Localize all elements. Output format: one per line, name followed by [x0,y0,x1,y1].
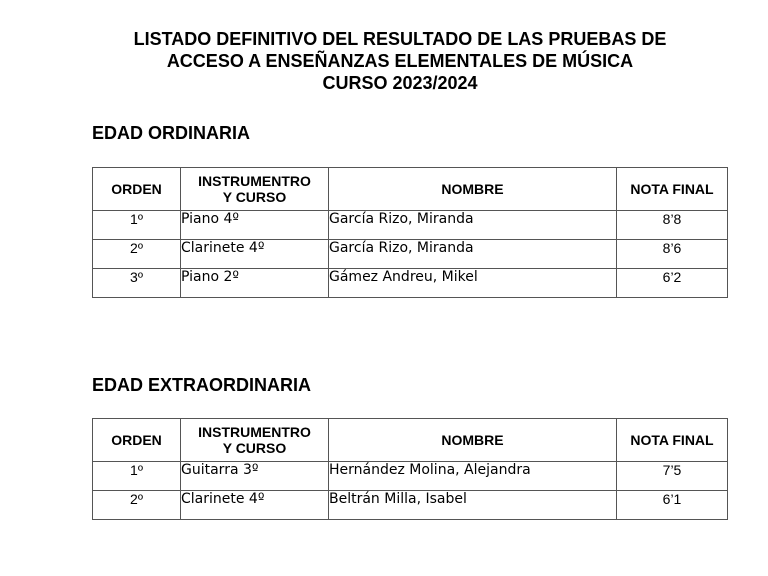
header-instrumento [181,419,329,462]
cell-orden: 1º [93,211,181,240]
header-nota: NOTA FINAL [617,419,728,462]
cell-instrumento: Piano 2º [181,269,329,298]
cell-nombre: García Rizo, Miranda [329,211,617,240]
cell-nombre: García Rizo, Miranda [329,240,617,269]
title-line: LISTADO DEFINITIVO DEL RESULTADO DE LAS PRUEBAS DE [133,29,667,49]
title-line: ACCESO A ENSEÑANZAS ELEMENTALES DE MÚSICA [166,51,634,71]
header-nota: NOTA FINAL [617,168,728,211]
cell-nota: 8’8 [617,211,728,240]
cell-nota: 7’5 [617,462,728,491]
cell-orden: 2º [93,491,181,520]
results-table-ordinaria [92,167,728,298]
table-row [93,211,728,240]
header-orden: ORDEN [93,168,181,211]
cell-instrumento: Guitarra 3º [181,462,329,491]
cell-orden: 1º [93,462,181,491]
header-instrumento-line1: INSTRUMENTRO [198,173,311,189]
table-row [93,269,728,298]
table-row [93,462,728,491]
cell-nota: 6’1 [617,491,728,520]
header-instrumento-line2: Y CURSO [222,440,287,456]
header-orden: ORDEN [93,419,181,462]
header-nombre: NOMBRE [329,419,617,462]
header-instrumento-line2: Y CURSO [222,189,287,205]
section-heading-ordinaria: EDAD ORDINARIA [92,123,251,143]
section-heading-extraordinaria: EDAD EXTRAORDINARIA [92,375,312,395]
cell-nombre: Beltrán Milla, Isabel [329,491,617,520]
cell-nota: 8’6 [617,240,728,269]
document-title [0,28,768,94]
cell-nombre: Hernández Molina, Alejandra [329,462,617,491]
cell-instrumento: Clarinete 4º [181,240,329,269]
cell-nombre: Gámez Andreu, Mikel [329,269,617,298]
cell-orden: 3º [93,269,181,298]
table-row [93,491,728,520]
cell-nota: 6’2 [617,269,728,298]
cell-instrumento: Clarinete 4º [181,491,329,520]
cell-instrumento: Piano 4º [181,211,329,240]
header-instrumento [181,168,329,211]
header-instrumento-line1: INSTRUMENTRO [198,424,311,440]
table-header-row [93,419,728,462]
table-row [93,240,728,269]
header-nombre: NOMBRE [329,168,617,211]
table-header-row [93,168,728,211]
title-line: CURSO 2023/2024 [322,73,478,93]
results-table-extraordinaria [92,418,728,520]
cell-orden: 2º [93,240,181,269]
